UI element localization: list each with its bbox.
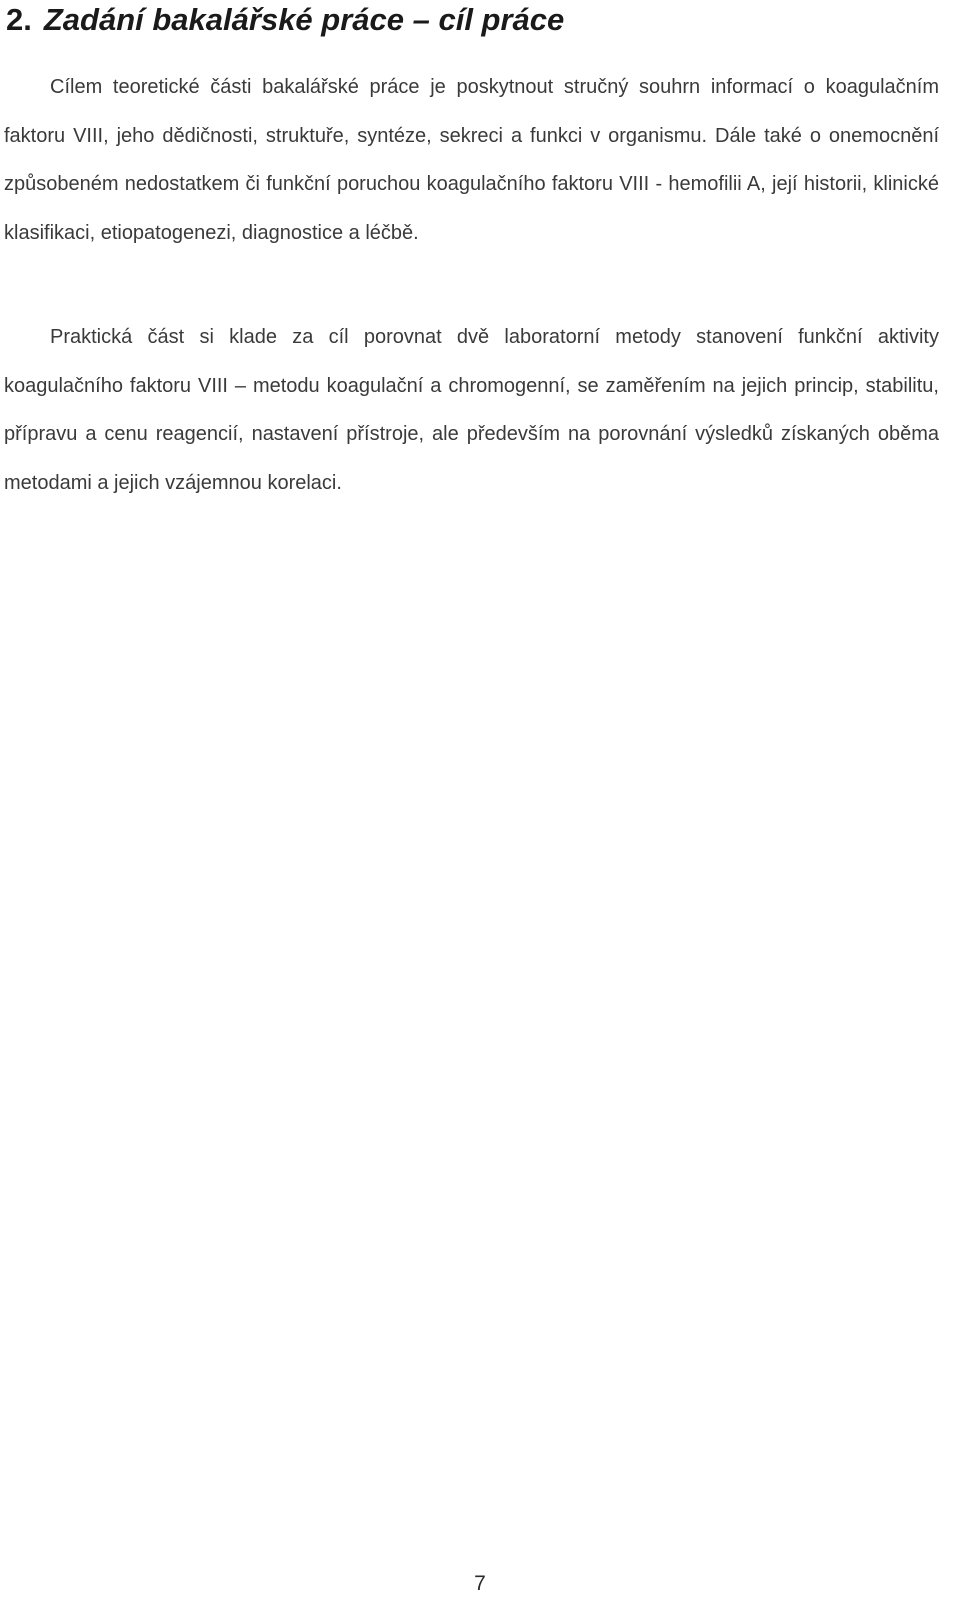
page-number: 7 — [474, 1572, 486, 1595]
section-heading — [6, 0, 564, 40]
section-number: 2. — [6, 2, 32, 37]
paragraph-practical-part: Praktická část si klade za cíl porovnat dvě laboratorní metody stanovení funkční aktivity koagulačního faktoru VIII – metodu koagulační a chromogenní, se zaměřením na jejich princip, stabilitu, přípravu a cenu reagencií, nastavení přístroje, ale především na porovnání výsledků získaných oběma metodami a jejich vzájemnou korelaci. — [4, 326, 939, 494]
paragraph-theoretical-part: Cílem teoretické části bakalářské práce je poskytnout stručný souhrn informací o koagulačním faktoru VIII, jeho dědičnosti, struktuře, syntéze, sekreci a funkci v organismu. Dále také o onemocnění způsobeném nedostatkem či funkční poruchou koagulačního faktoru VIII - hemofilii A, její historii, klinické klasifikaci, etiopatogenezi, diagnostice a léčbě. — [4, 76, 939, 244]
section-title: Zadání bakalářské práce – cíl práce — [43, 2, 565, 37]
